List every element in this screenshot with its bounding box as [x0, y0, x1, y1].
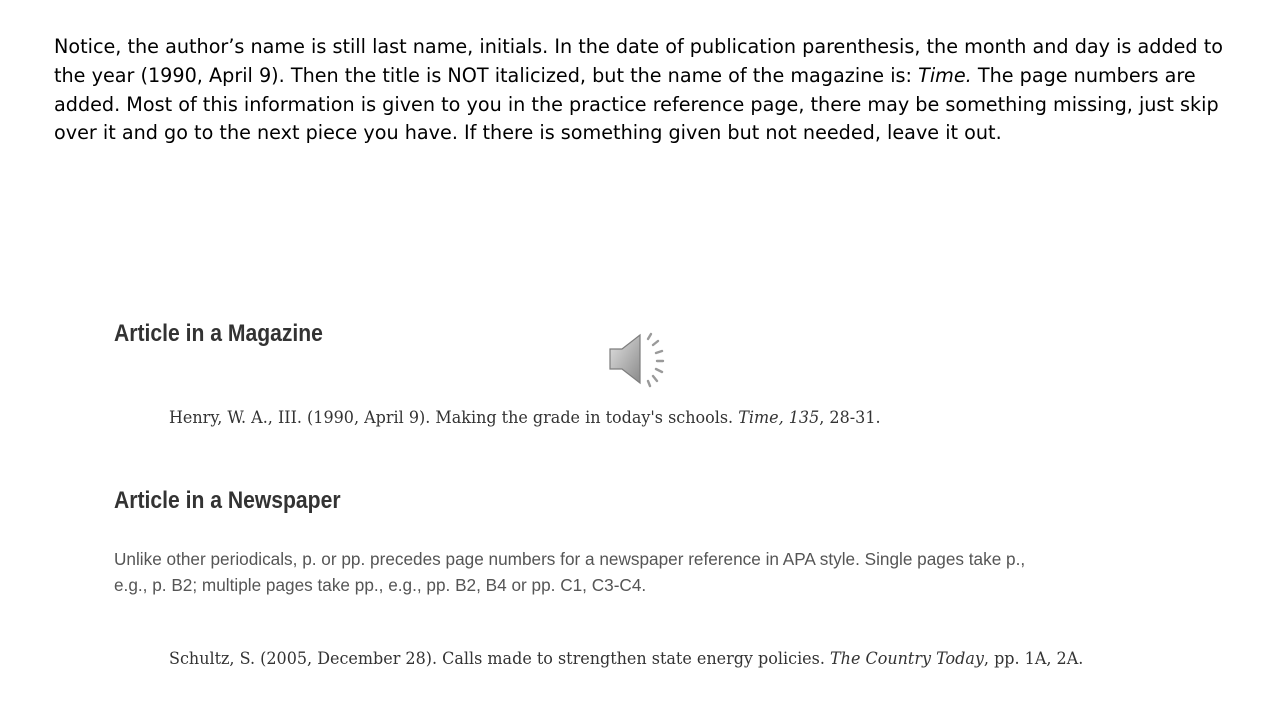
magazine-citation: [169, 408, 881, 428]
intro-paragraph: [54, 33, 1254, 148]
newspaper-citation-text: Schultz, S. (2005, December 28). Calls made to strengthen state energy policies.: [169, 649, 830, 669]
magazine-citation-italic: Time, 135: [738, 408, 820, 428]
intro-text-part2: The page numbers are added. Most of this information is given to you in the practice reference page, there may be something missing, just skip over it and go to the next piece you have. If there is something given but not needed, leave it out.: [54, 63, 1219, 145]
intro-text-part1: Notice, the author’s name is still last name, initials. In the date of publication parenthesis, the month and day is added to the year (1990, April 9). Then the title is NOT italicized, but the name of the magazine is:: [54, 35, 1223, 87]
newspaper-note: Unlike other periodicals, p. or pp. precedes page numbers for a newspaper reference in APA style. Single pages take p., e.g., p. B2; multiple pages take pp., e.g., pp. B2, B4 or pp. C1, C3-C4.: [114, 549, 1026, 595]
speaker-icon[interactable]: [607, 330, 671, 388]
magazine-citation-text: Henry, W. A., III. (1990, April 9). Making the grade in today's schools.: [169, 408, 739, 428]
newspaper-citation: [169, 649, 1083, 669]
magazine-heading: Article in a Magazine: [114, 320, 323, 347]
intro-magazine-name: Time.: [918, 63, 972, 87]
newspaper-citation-italic: The Country Today: [829, 649, 984, 669]
magazine-citation-pages: , 28-31.: [819, 408, 881, 428]
newspaper-heading: Article in a Newspaper: [114, 487, 341, 514]
newspaper-citation-pages: , pp. 1A, 2A.: [983, 649, 1084, 669]
